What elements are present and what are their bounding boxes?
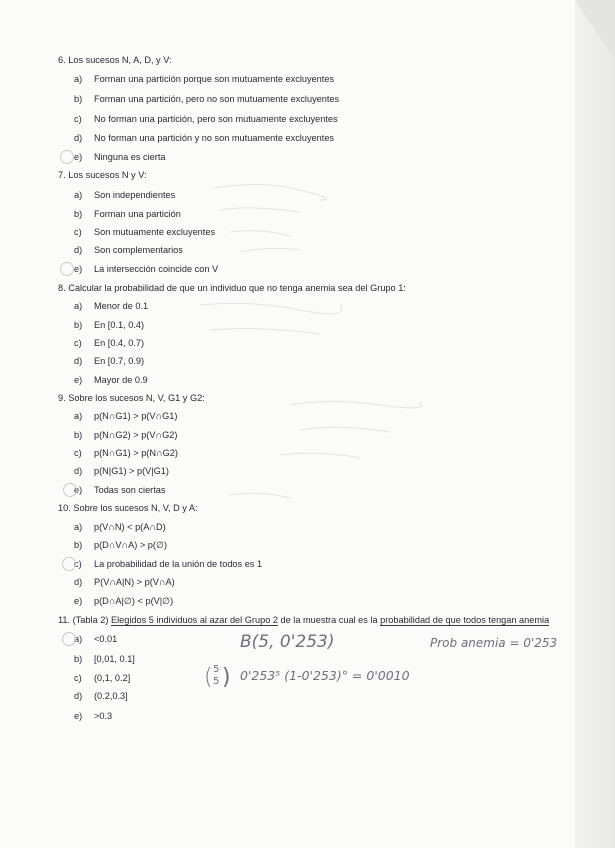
question-text: Sobre los sucesos N, V, G1 y G2: bbox=[68, 393, 205, 403]
question-text: Sobre los sucesos N, V, D y A: bbox=[73, 503, 198, 513]
handwritten-binomial-coefficient-close: ) bbox=[222, 665, 231, 690]
handwritten-binomial: B(5, 0'253) bbox=[240, 632, 335, 652]
question-number: 9. bbox=[58, 393, 66, 403]
option-10a: a) p(V∩N) < p(A∩D) bbox=[74, 522, 166, 532]
option-9e: e) Todas son ciertas bbox=[74, 485, 166, 495]
question-text-part: de la muestra cual es la bbox=[277, 615, 381, 625]
option-7b: b) Forman una partición bbox=[74, 209, 181, 219]
option-6c: c) No forman una partición, pero son mutuamente excluyentes bbox=[74, 114, 338, 124]
option-6d: d) No forman una partición y no son mutuamente excluyentes bbox=[74, 133, 335, 143]
option-8a: a) Menor de 0.1 bbox=[74, 301, 149, 311]
question-number: 11. bbox=[58, 615, 71, 625]
option-7a: a) Son independientes bbox=[74, 190, 176, 200]
handwritten-prob-note: Prob anemia = 0'253 bbox=[430, 636, 558, 650]
option-11d: d) (0.2,0.3] bbox=[74, 691, 128, 701]
question-number: 8. bbox=[58, 283, 66, 293]
option-7e: e) La intersección coincide con V bbox=[74, 264, 219, 274]
option-7c: c) Son mutuamente excluyentes bbox=[74, 227, 216, 237]
option-8d: d) En [0.7, 0.9) bbox=[74, 356, 145, 366]
question-text-part: (Tabla 2) bbox=[72, 615, 111, 625]
option-6a: a) Forman una partición porque son mutuamente excluyentes bbox=[74, 74, 335, 84]
option-10b: b) p(D∩V∩A) > p(∅) bbox=[74, 540, 168, 550]
option-6b: b) Forman una partición, pero no son mutuamente excluyentes bbox=[74, 94, 340, 104]
option-10d: d) P(V∩A|N) > p(V∩A) bbox=[74, 577, 175, 587]
question-number: 7. bbox=[58, 170, 66, 180]
handwritten-binomial-coefficient: ( bbox=[204, 665, 213, 690]
underlined-phrase: Elegidos 5 individuos al azar del Grupo 2 bbox=[110, 615, 278, 625]
page-edge bbox=[575, 0, 615, 848]
page-fold bbox=[575, 0, 615, 60]
option-9a: a) p(N∩G1) > p(V∩G1) bbox=[74, 411, 178, 421]
binom-coef-bottom: 5 bbox=[213, 676, 220, 687]
question-text: Los sucesos N y V: bbox=[68, 170, 147, 180]
underlined-phrase: probabilidad de que todos tengan anemia bbox=[380, 615, 550, 625]
question-number: 10. bbox=[58, 503, 71, 513]
option-10c: c) La probabilidad de la unión de todos es 1 bbox=[74, 559, 263, 569]
option-8e: e) Mayor de 0.9 bbox=[74, 375, 148, 385]
option-6e: e) Ninguna es cierta bbox=[74, 152, 166, 162]
question-number: 6. bbox=[58, 55, 66, 65]
option-11e: e) >0.3 bbox=[74, 711, 113, 721]
question-text: Calcular la probabilidad de que un individuo que no tenga anemia sea del Grupo 1: bbox=[68, 283, 406, 293]
option-11b: b) [0,01, 0.1] bbox=[74, 654, 135, 664]
handwritten-calculation: 0'253⁵ (1-0'253)° = 0'0010 bbox=[240, 668, 410, 683]
option-11a: a) <0.01 bbox=[74, 634, 118, 644]
option-9d: d) p(N|G1) > p(V|G1) bbox=[74, 466, 169, 476]
option-9b: b) p(N∩G2) > p(V∩G2) bbox=[74, 430, 178, 440]
option-8b: b) En [0.1, 0.4) bbox=[74, 320, 145, 330]
option-10e: e) p(D∩A|∅) < p(V|∅) bbox=[74, 596, 174, 606]
option-8c: c) En [0.4, 0.7) bbox=[74, 338, 145, 348]
question-text: Los sucesos N, A, D, y V: bbox=[68, 55, 172, 65]
binom-coef-top: 5 bbox=[213, 664, 220, 675]
option-9c: c) p(N∩G1) > p(N∩G2) bbox=[74, 448, 178, 458]
option-11c: c) (0,1, 0.2] bbox=[74, 673, 131, 683]
option-7d: d) Son complementarios bbox=[74, 245, 183, 255]
